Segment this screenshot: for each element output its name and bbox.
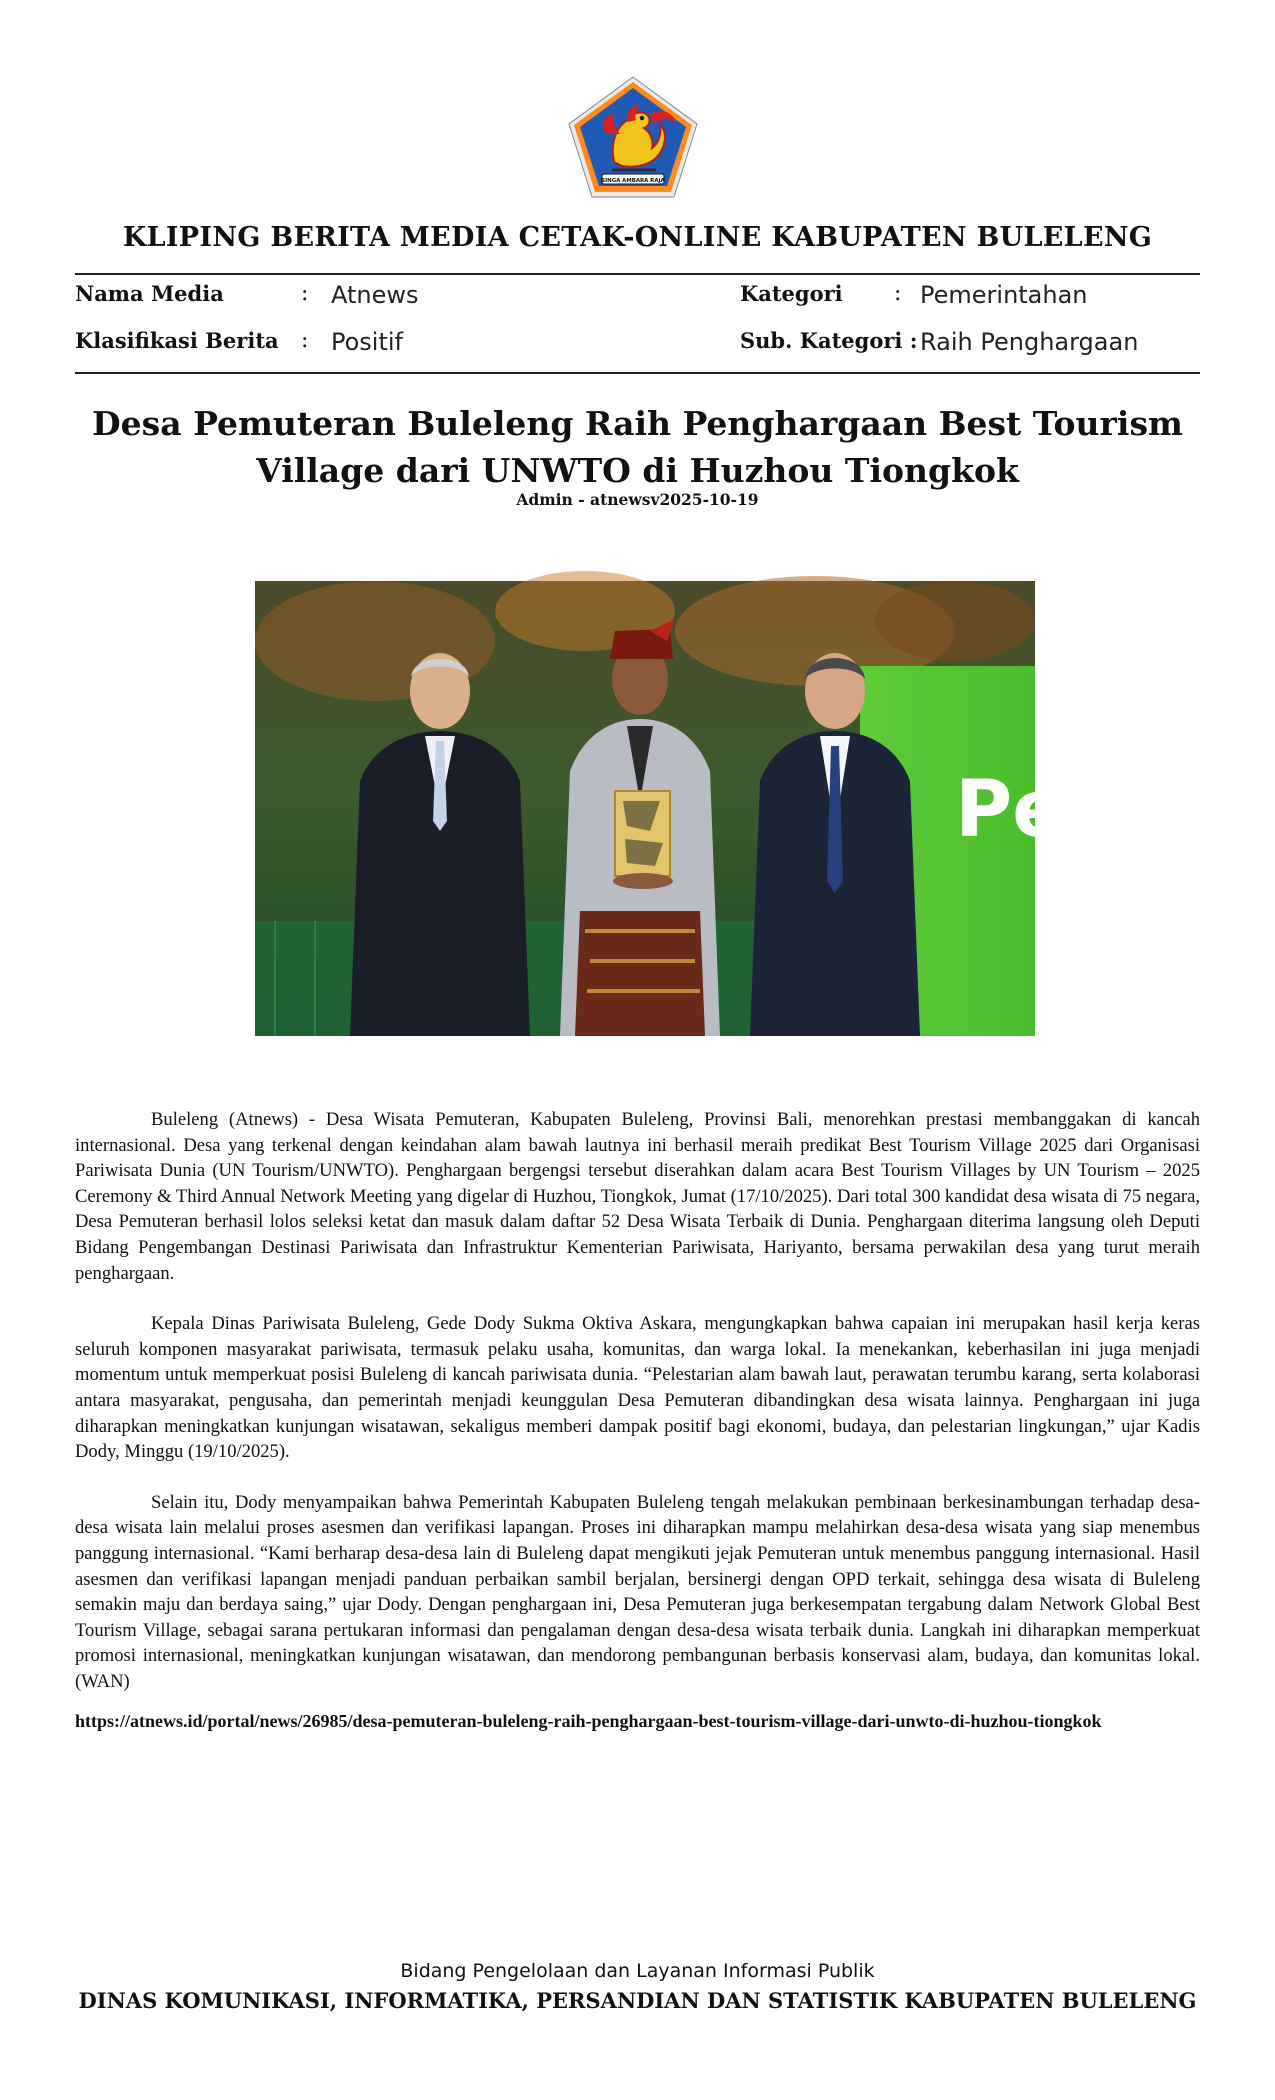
media-value: Atnews [331,281,419,309]
subkategori-value: Raih Penghargaan [920,328,1139,356]
article-body [75,1107,1200,1719]
footer-agency: DINAS KOMUNIKASI, INFORMATIKA, PERSANDIAN DAN STATISTIK KABUPATEN BULELENG [78,1988,1197,2013]
klasifikasi-value: Positif [331,328,403,356]
top-divider [75,273,1200,275]
article-title: Desa Pemuteran Buleleng Raih Penghargaan Best Tourism Village dari UNWTO di Huzhou Tiongkok [92,404,1183,490]
article-paragraph: Kepala Dinas Pariwisata Buleleng, Gede Dody Sukma Oktiva Askara, mengungkapkan bahwa capaian ini merupakan hasil kerja keras seluruh komponen masyarakat pariwisata, termasuk pelaku usaha, komunitas, dan warga lokal. Ia menekankan, keberhasilan ini juga menjadi momentum untuk memperkuat posisi Buleleng di kancah pariwisata dunia. “Pelestarian alam bawah laut, perawatan terumbu karang, serta kolaborasi antara masyarakat, pengusaha, dan pemerintah menjadi keunggulan Desa Pemuteran dibandingkan desa wisata lainnya. Penghargaan ini juga diharapkan meningkatkan kunjungan wisatawan, sekaligus memberi dampak positif bagi ekonomi, budaya, dan pelestarian lingkungan,” ujar Kadis Dody, Minggu (19/10/2025). [75,1313,1200,1463]
footer-division: Bidang Pengelolaan dan Layanan Informasi Publik [400,1960,875,1982]
meta-bottom-divider [75,372,1200,374]
article-paragraph: Selain itu, Dody menyampaikan bahwa Pemerintah Kabupaten Buleleng tengah melakukan pembinaan berkesinambungan terhadap desa-desa wisata lain melalui proses asesmen dan verifikasi lapangan. Proses ini diharapkan mampu melahirkan desa-desa wisata yang siap menembus panggung internasional. “Kami berharap desa-desa lain di Buleleng dapat mengikuti jejak Pemuteran untuk menembus panggung internasional. Hasil asesmen dan verifikasi lapangan menjadi panduan perbaikan sambil berjalan, bersinergi dengan OPD terkait, sehingga desa wisata di Buleleng semakin maju dan berdaya saing,” ujar Dody. Dengan penghargaan ini, Desa Pemuteran juga berkesempatan tergabung dalam Network Global Best Tourism Village, sebagai sarana pertukaran informasi dan pengalaman dengan desa-desa wisata terbaik dunia. Langkah ini diharapkan memperkuat promosi internasional, meningkatkan kunjungan wisatawan, dan mendorong pembangunan berbasis konservasi alam, budaya, dan komunitas lokal. (WAN) [75,1491,1200,1692]
clipping-header-title: KLIPING BERITA MEDIA CETAK-ONLINE KABUPATEN BULELENG [122,222,1153,253]
photo-sign-text: Pe [955,765,1066,855]
klasifikasi-label: Klasifikasi Berita [75,328,279,353]
emblem-motto-text: SINGA AMBARA RAJA [601,178,665,184]
subkategori-label: Sub. Kategori : [740,328,918,353]
source-url-link[interactable]: https://atnews.id/portal/news/26985/desa-pemuteran-buleleng-raih-penghargaan-best-tourism-village-dari-unwto-di-huzhou-tiongkok [75,1711,1102,1731]
award-ceremony-photo [255,581,1066,1036]
kategori-value: Pemerintahan [920,281,1088,309]
kategori-colon: : [894,281,902,306]
article-paragraph: Buleleng (Atnews) - Desa Wisata Pemuteran, Kabupaten Buleleng, Provinsi Bali, menorehkan prestasi membanggakan di kancah internasional. Desa yang terkenal dengan keindahan alam bawah lautnya ini berhasil meraih predikat Best Tourism Village 2025 dari Organisasi Pariwisata Dunia (UN Tourism/UNWTO). Penghargaan bergengsi tersebut diserahkan dalam acara Best Tourism Villages by UN Tourism – 2025 Ceremony & Third Annual Network Meeting yang digelar di Huzhou, Tiongkok, Jumat (17/10/2025). Dari total 300 kandidat desa wisata di 75 negara, Desa Pemuteran berhasil lolos seleksi ketat dan masuk dalam daftar 52 Desa Wisata Terbaik di Dunia. Penghargaan diterima langsung oleh Deputi Bidang Pengembangan Destinasi Pariwisata dan Infrastruktur Kementerian Pariwisata, Hariyanto, bersama perwakilan desa yang turut meraih penghargaan. [75,1109,1200,1284]
media-colon: : [301,281,309,306]
klasifikasi-colon: : [301,328,309,353]
buleleng-emblem-logo [566,74,700,200]
media-label: Nama Media [75,281,224,306]
kategori-label: Kategori [740,281,843,306]
article-byline: Admin - atnewsv2025-10-19 [516,490,759,509]
